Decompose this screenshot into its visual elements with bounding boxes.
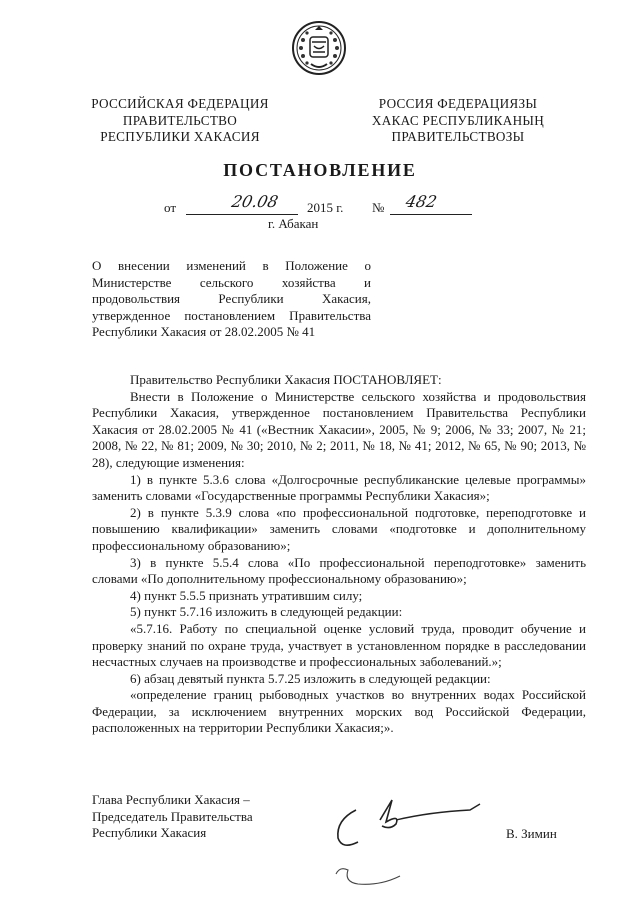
- header-right-block: [358, 96, 558, 146]
- paragraph-resolves: Правительство Республики Хакасия ПОСТАНОВЛЯЕТ:: [130, 372, 442, 387]
- paragraph-item-3: 3) в пункте 5.5.4 слова «По профессиональной переподготовке» заменить словами «По дополнительному профессиональному образованию»;: [92, 554, 586, 587]
- handwritten-number: 482: [403, 192, 439, 211]
- header-left-line-1: РОССИЙСКАЯ ФЕДЕРАЦИЯ: [91, 96, 269, 111]
- paragraph-item-6: 6) абзац девятый пункта 5.7.25 изложить в следующей редакции:: [130, 670, 491, 686]
- paragraph-item-6-text: «определение границ рыбоводных участков во внутренних водах Российской Федерации, за исключением внутренних морских вод Российской Федерации, расположенных на территории Республики Хакасия;».: [92, 687, 586, 736]
- signature-line-1: Глава Республики Хакасия –: [92, 792, 250, 807]
- paragraph-intro: Внести в Положение о Министерстве сельского хозяйства и продовольствия Республики Хакасия, утвержденное постановлением Правительства Республики Хакасия от 28.02.2005 № 41 («Вестник Хакасии», 2005, № 9; 2006, № 33; 2007, № 21; 2008, № 22, № 81; 2009, № 30; 2010, № 2; 2011, № 18, № 41; 2012, № 65, № 90; 2013, № 28), следующие изменения:: [92, 388, 586, 470]
- subject-line-3: продовольствия Республики Хакасия,: [92, 291, 371, 307]
- paragraph-item-1: 1) в пункте 5.3.6 слова «Долгосрочные республиканские целевые программы» заменить словами «Государственные программы Республики Хакасия»;: [92, 471, 586, 504]
- date-from-label: от: [164, 200, 177, 215]
- signature-line-2: Председатель Правительства: [92, 808, 253, 824]
- handwritten-signature: [330, 790, 490, 900]
- header-right-line-2: ХАКАС РЕСПУБЛИКАНЫҢ: [371, 112, 545, 128]
- header-right-line-1: РОССИЯ ФЕДЕРАЦИЯЗЫ: [378, 96, 538, 111]
- subject-line-4: утвержденное постановлением Правительства: [92, 307, 371, 323]
- header-left-block: [80, 96, 280, 146]
- subject-line-2: Министерстве сельского хозяйства и: [92, 274, 371, 290]
- subject-line-1: О внесении изменений в Положение о: [92, 258, 371, 273]
- body-text: [92, 372, 586, 737]
- handwritten-date: 20.08: [229, 192, 280, 211]
- header-left-line-2: ПРАВИТЕЛЬСТВО: [122, 112, 238, 128]
- city-label: г. Абакан: [268, 216, 319, 231]
- date-year: 2015 г.: [307, 200, 344, 215]
- date-underline: [186, 214, 298, 215]
- document-title: ПОСТАНОВЛЕНИЕ: [223, 160, 417, 180]
- number-label: №: [372, 200, 385, 215]
- paragraph-item-2: 2) в пункте 5.3.9 слова «по профессиональной подготовке, переподготовке и повышению квалификации» заменить словами «подготовке и дополнительному профессиональному образованию»;: [92, 504, 586, 553]
- header-right-line-3: ПРАВИТЕЛЬСТВОЗЫ: [391, 129, 525, 144]
- paragraph-item-4: 4) пункт 5.5.5 признать утратившим силу;: [130, 587, 363, 603]
- header-left-line-3: РЕСПУБЛИКИ ХАКАСИЯ: [100, 129, 260, 144]
- coat-of-arms-emblem: [291, 20, 347, 76]
- subject-block: [92, 258, 371, 341]
- paragraph-item-5: 5) пункт 5.7.16 изложить в следующей редакции:: [130, 604, 403, 620]
- number-underline: [390, 214, 472, 215]
- subject-line-5: Республики Хакасия от 28.02.2005 № 41: [92, 324, 316, 340]
- signature-title-block: [92, 792, 253, 842]
- signature-line-3: Республики Хакасия: [92, 825, 207, 841]
- signatory-name: В. Зимин: [506, 826, 557, 841]
- paragraph-item-5-text: «5.7.16. Работу по специальной оценке условий труда, проводит обучение и проверку знаний по охране труда, участвует в установленном порядке в расследовании несчастных случаев на производстве и профессиональных заболеваний.»;: [92, 620, 586, 670]
